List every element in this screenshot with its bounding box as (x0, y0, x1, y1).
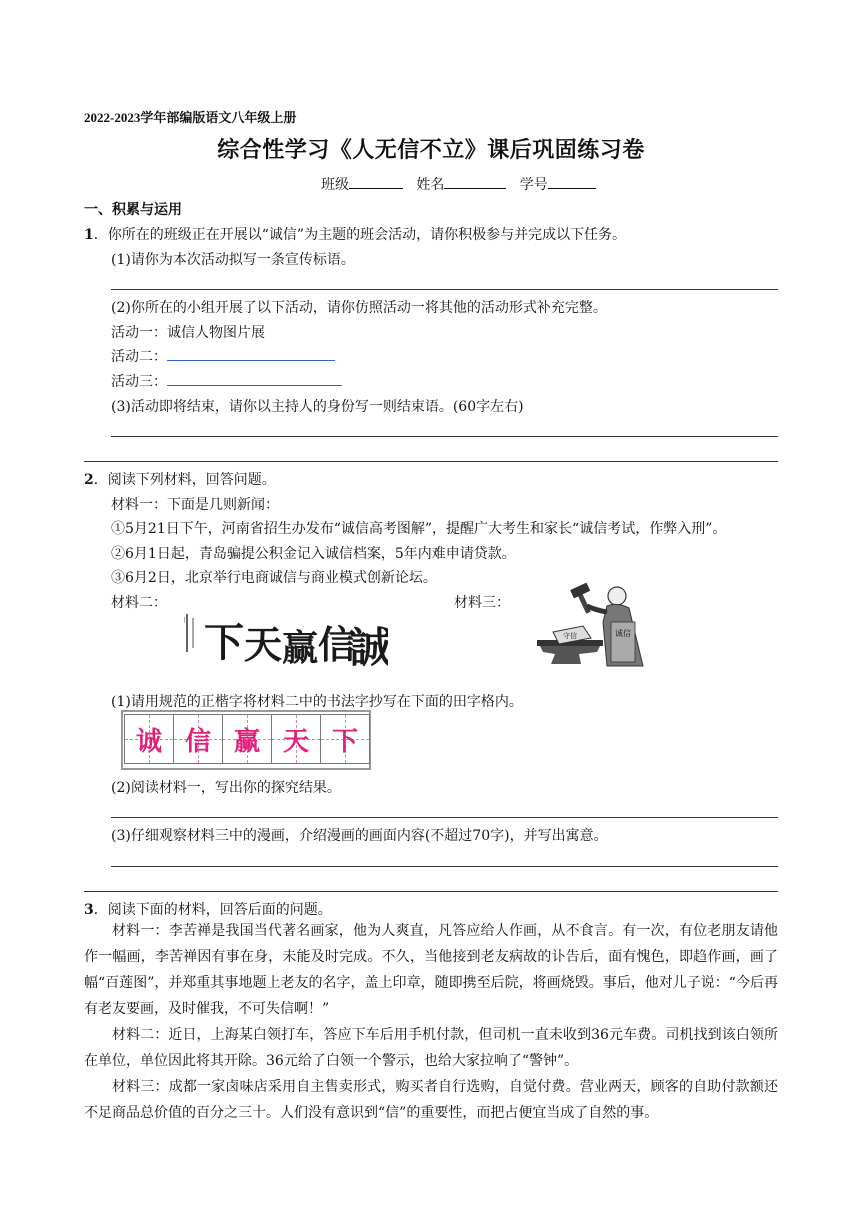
question-number: 2 (84, 472, 94, 488)
activity-2-label: 活动二： (111, 349, 167, 365)
question-3-stem (84, 899, 332, 919)
material-2-paragraph: 材料二：近日，上海某白领打车，答应下车后用手机付款，但司机一直未收到36元车费。司机找到该白领所在单位，单位因此将其开除。36元给了白领一个警示，也给大家拉响了“警钟”。 (84, 1027, 778, 1069)
answer-line[interactable] (111, 817, 778, 818)
grid-char: 赢 (233, 726, 260, 757)
activity-2-blank[interactable] (167, 346, 335, 361)
news-item-2: ②6月1日起，青岛骗提公积金记入诚信档案，5年内难申请贷款。 (111, 546, 516, 562)
calligraphy-char: 天 (244, 622, 283, 667)
question-1-stem (84, 224, 626, 244)
news-item-1: ①5月21日下午，河南省招生办发布“诚信高考图解”，提醒广大考生和家长“诚信考试，作弊入刑”。 (111, 521, 727, 537)
q1-part-2: (2)你所在的小组开展了以下活动，请你仿照活动一将其他的活动形式补充完整。 (111, 300, 607, 316)
material-3-paragraph: 材料三：成都一家卤味店采用自主售卖形式，购买者自行选购，自觉付费。营业两天，顾客的自助付款额还不足商品总价值的百分之三十。人们没有意识到“信”的重要性，而把占便宜当成了自然的事。 (84, 1079, 778, 1121)
name-label: 姓名 (416, 177, 445, 193)
id-blank[interactable] (548, 174, 596, 189)
activity-1: 活动一：诚信人物图片展 (111, 325, 265, 341)
question-2-stem (84, 469, 276, 489)
answer-line[interactable] (111, 436, 778, 437)
cartoon-apron-text: 诚信 (615, 629, 631, 638)
calligraphy-char: 赢 (282, 627, 319, 668)
grid-cell[interactable] (124, 714, 174, 764)
question-text: ．阅读下面的材料，回答后面的问题。 (93, 902, 332, 918)
student-info-fields (321, 174, 596, 194)
material-3-label: 材料三： (454, 595, 510, 611)
seal-mark: ∣ (184, 617, 186, 624)
answer-line[interactable] (111, 866, 778, 867)
material-2-label: 材料二： (111, 595, 167, 611)
grid-char: 诚 (135, 726, 162, 757)
grid-cell[interactable] (222, 714, 272, 764)
name-blank[interactable] (444, 174, 506, 189)
grid-cell[interactable] (271, 714, 321, 764)
grid-char: 天 (282, 726, 309, 757)
grid-char: 下 (331, 726, 358, 757)
q2-part-3: (3)仔细观察材料三中的漫画，介绍漫画的画面内容(不超过70字)，并写出寓意。 (111, 828, 608, 844)
grid-cell[interactable] (173, 714, 223, 764)
grid-char: 信 (184, 726, 211, 757)
class-label: 班级 (321, 177, 349, 193)
answer-line[interactable] (84, 461, 778, 462)
cartoon-image (531, 582, 661, 672)
question-number: 1 (84, 227, 94, 243)
activity-3 (111, 371, 342, 391)
q2-part-1: (1)请用规范的正楷字将材料二中的书法字抄写在下面的田字格内。 (111, 694, 523, 710)
calligraphy-image (180, 608, 388, 668)
activity-3-blank[interactable] (167, 371, 342, 386)
calligraphy-char: 誠 (350, 623, 388, 668)
activity-3-label: 活动三： (111, 374, 167, 390)
cartoon-label: 守信 (563, 632, 577, 640)
cartoon-svg (531, 582, 661, 672)
calligraphy-char: 信 (318, 622, 357, 667)
answer-line[interactable] (84, 891, 778, 892)
calligraphy-char: 下 (204, 619, 244, 666)
class-blank[interactable] (349, 174, 403, 189)
question-text: ．你所在的班级正在开展以“诚信”为主题的班会活动，请你积极参与并完成以下任务。 (93, 227, 627, 243)
id-label: 学号 (519, 177, 548, 193)
material-1-intro: 材料一：下面是几则新闻： (111, 497, 279, 513)
worksheet-title: 综合性学习《人无信不立》课后巩固练习卷 (217, 138, 645, 163)
q1-part-1: (1)请你为本次活动拟写一条宣传标语。 (111, 252, 355, 268)
material-1-paragraph: 材料一：李苦禅是我国当代著名画家，他为人爽直，凡答应给人作画，从不食言。有一次，有位老朋友请他作一幅画，李苦禅因有事在身，未能及时完成。不久，当他接到老友病故的讣告后，面有愧色，即趋作画，画了幅“百莲图”，并郑重其事地题上老友的名字，盖上印章，随即携至后院，将画烧毁。事后，他对儿子说：“今后再有老友要画，及时催我，不可失信啊！” (84, 923, 778, 1017)
answer-line[interactable] (111, 289, 778, 290)
q1-part-3: (3)活动即将结束，请你以主持人的身份写一则结束语。(60字左右) (111, 399, 524, 415)
question-text: ．阅读下列材料，回答问题。 (93, 472, 276, 488)
grid-cell[interactable] (320, 714, 370, 764)
section-heading-1: 一、积累与运用 (84, 202, 182, 218)
calligraphy-svg (180, 608, 388, 668)
news-item-3: ③6月2日，北京举行电商诚信与商业模式创新论坛。 (111, 570, 437, 586)
worksheet-header: 2022-2023学年部编版语文八年级上册 (84, 110, 297, 125)
question-number: 3 (84, 902, 94, 918)
tianzige-grid (125, 714, 370, 764)
activity-2 (111, 346, 335, 366)
q2-part-2: (2)阅读材料一，写出你的探究结果。 (111, 780, 341, 796)
